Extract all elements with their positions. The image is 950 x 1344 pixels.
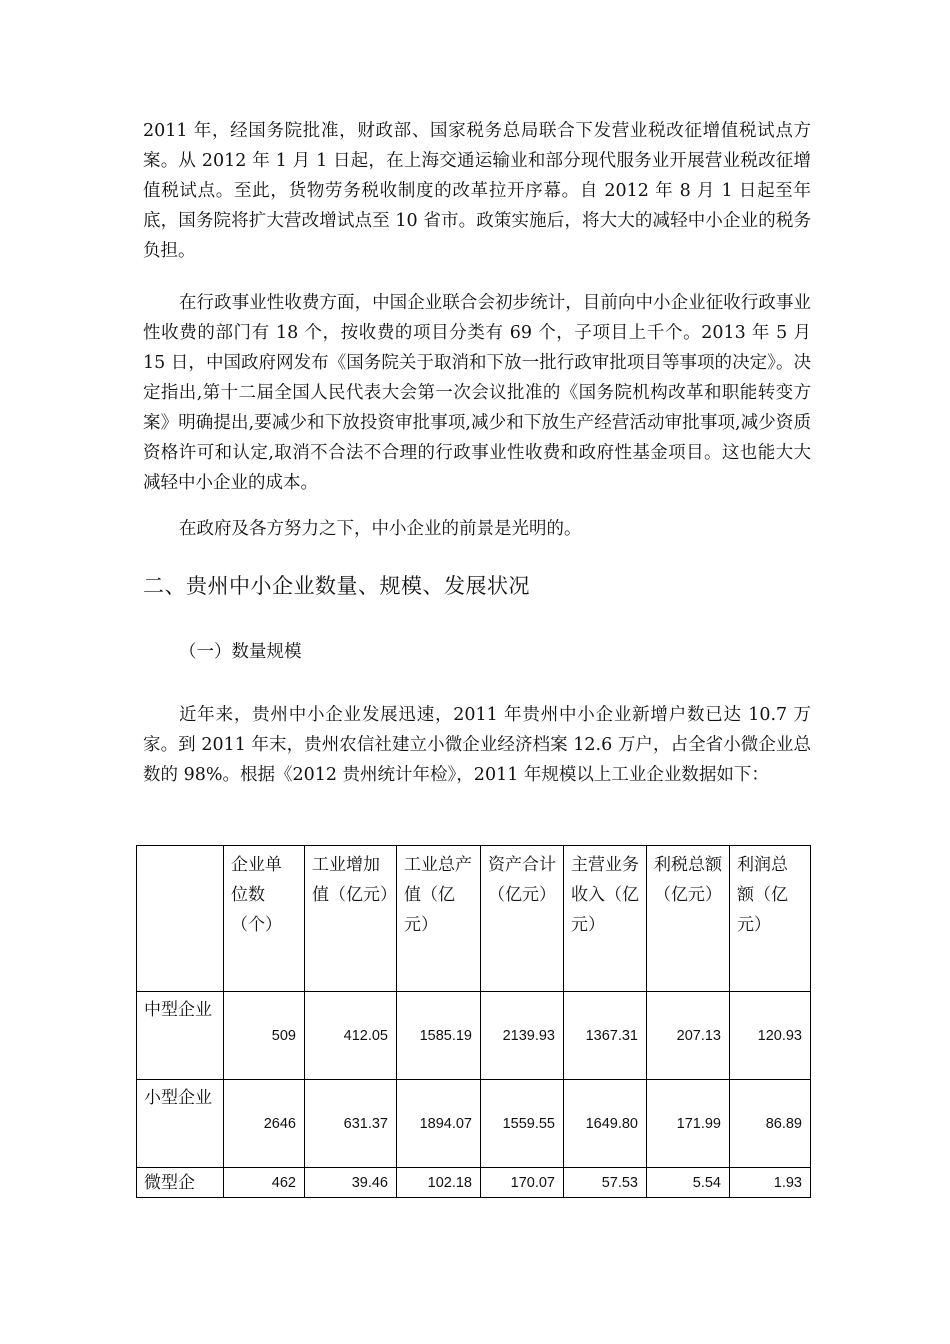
table-cell: 1559.55 [481, 1080, 564, 1168]
table-cell: 412.05 [305, 992, 397, 1080]
table-cell: 102.18 [397, 1168, 481, 1198]
table-row [137, 1168, 811, 1198]
header-cell: 工业总产值（亿元） [397, 846, 481, 992]
paragraph-outlook: 在政府及各方努力之下，中小企业的前景是光明的。 [179, 519, 582, 539]
header-cell: 资产合计（亿元） [481, 846, 564, 992]
table-cell: 1367.31 [564, 992, 647, 1080]
table-cell: 631.37 [305, 1080, 397, 1168]
table-cell: 1.93 [730, 1168, 811, 1198]
table-cell: 171.99 [647, 1080, 730, 1168]
table-cell: 39.46 [305, 1168, 397, 1198]
table-header-row [137, 846, 811, 992]
section-heading: 二、贵州中小企业数量、规模、发展状况 [143, 574, 530, 598]
table-cell: 2646 [224, 1080, 305, 1168]
row-label: 中型企业 [137, 992, 224, 1080]
paragraph-admin-fees: 在行政事业性收费方面，中国企业联合会初步统计，目前向中小企业征收行政事业性收费的部门有 18 个，按收费的项目分类有 69 个，子项目上千个。2013 年 5 月 15 日，中国政府网发布《国务院关于取消和下放一批行政审批项目等事项的决定》。决定指出,第十二届全国人民代表大会第一次会议批准的《国务院机构改革和职能转变方案》明确提出,要减少和下放投资审批事项,减少和下放生产经营活动审批事项,减少资质资格许可和认定,取消不合法不合理的行政事业性收费和政府性基金项目。这也能大大减轻中小企业的成本。 [143, 293, 811, 493]
table-cell: 509 [224, 992, 305, 1080]
row-label: 小型企业 [137, 1080, 224, 1168]
table-cell: 1585.19 [397, 992, 481, 1080]
table-cell: 57.53 [564, 1168, 647, 1198]
table-cell: 207.13 [647, 992, 730, 1080]
sub-heading: （一）数量规模 [179, 642, 302, 662]
table-cell: 2139.93 [481, 992, 564, 1080]
table-cell: 86.89 [730, 1080, 811, 1168]
table-row [137, 992, 811, 1080]
enterprise-data-table [136, 845, 811, 1198]
table-cell: 120.93 [730, 992, 811, 1080]
table-cell: 5.54 [647, 1168, 730, 1198]
table-cell: 1649.80 [564, 1080, 647, 1168]
header-cell: 企业单位数（个） [224, 846, 305, 992]
header-cell: 工业增加值（亿元） [305, 846, 397, 992]
row-label: 微型企 [137, 1168, 224, 1198]
header-cell: 主营业务收入（亿元） [564, 846, 647, 992]
header-cell: 利税总额（亿元） [647, 846, 730, 992]
header-cell [137, 846, 224, 992]
table-cell: 1894.07 [397, 1080, 481, 1168]
table-row [137, 1080, 811, 1168]
table-cell: 462 [224, 1168, 305, 1198]
table-cell: 170.07 [481, 1168, 564, 1198]
header-cell: 利润总额（亿元） [730, 846, 811, 992]
paragraph-growth: 近年来，贵州中小企业发展迅速，2011 年贵州中小企业新增户数已达 10.7 万家。到 2011 年末，贵州农信社建立小微企业经济档案 12.6 万户，占全省小微企业总数的 98%。根据《2012 贵州统计年检》，2011 年规模以上工业企业数据如下： [143, 705, 811, 785]
paragraph-tax-reform: 2011 年，经国务院批准，财政部、国家税务总局联合下发营业税改征增值税试点方案。从 2012 年 1 月 1 日起，在上海交通运输业和部分现代服务业开展营业税改征增值税试点。至此，货物劳务税收制度的改革拉开序幕。自 2012 年 8 月 1 日起至年底，国务院将扩大营改增试点至 10 省市。政策实施后，将大大的减轻中小企业的税务负担。 [143, 121, 811, 261]
